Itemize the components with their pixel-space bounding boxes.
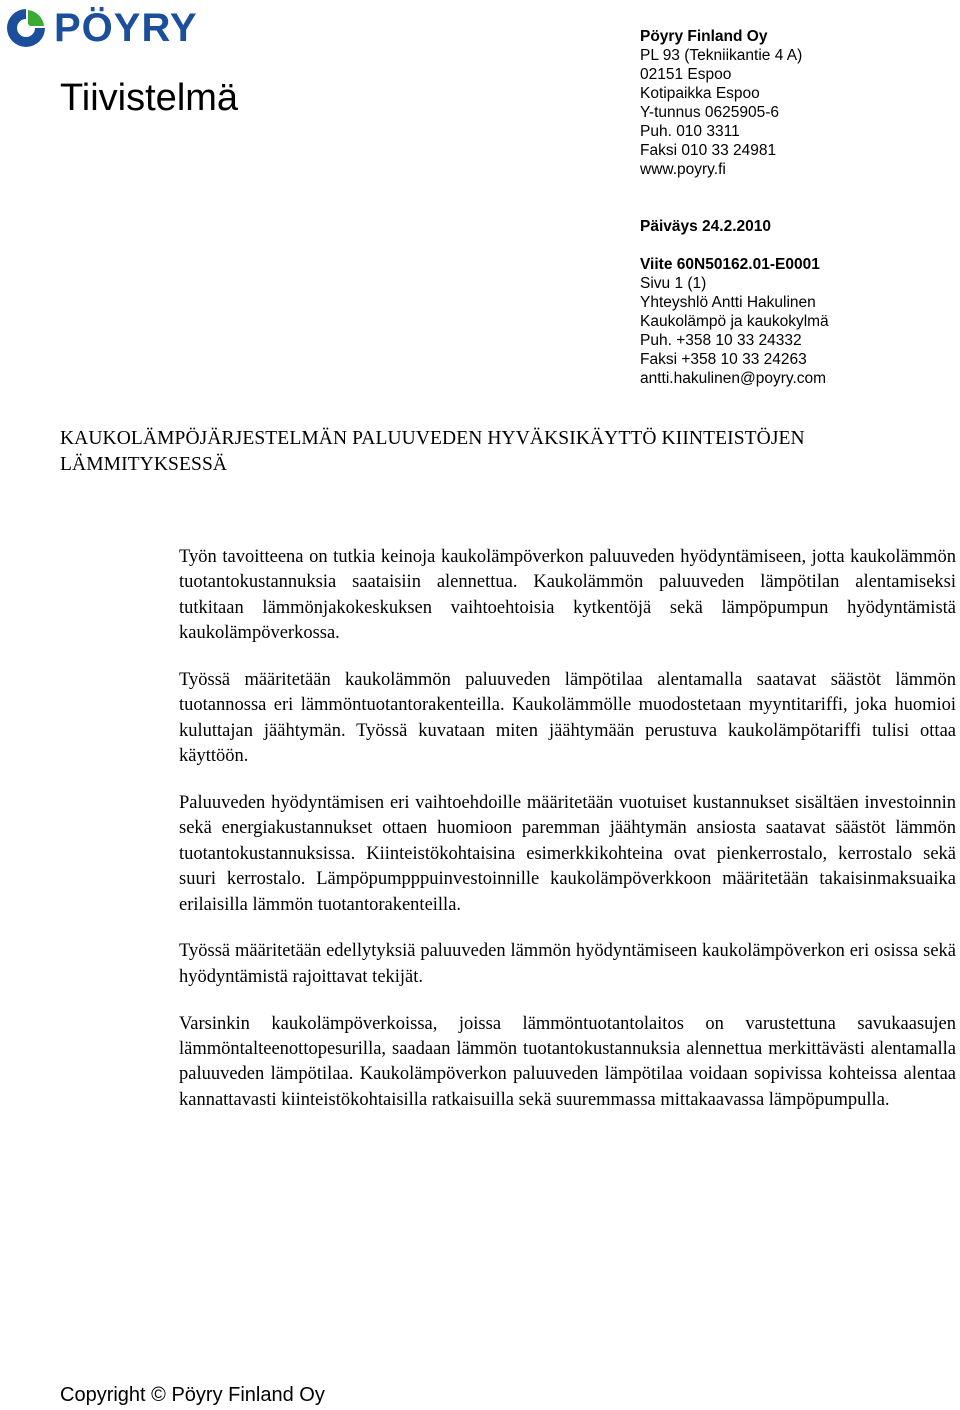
company-info-block (640, 27, 950, 388)
document-reference: Viite 60N50162.01-E0001 (640, 256, 820, 273)
contact-email[interactable]: antti.hakulinen@poyry.com (640, 370, 827, 387)
company-phone: Puh. 010 3311 (640, 123, 740, 140)
company-website[interactable]: www.poyry.fi (640, 161, 726, 178)
paragraph-5: Varsinkin kaukolämpöverkoissa, joissa lämmöntuotantolaitos on varustettuna savukaasujen lämmöntalteenottopesurilla, saadaan lämmön tuotantokustannuksia alennettua merkittävästi alentamalla paluuveden lämpötilaa. Kaukolämpöverkon paluuveden lämpötilaa voidaan sopivissa kohteissa alentaa kannattavasti kiinteistökohtaisilla ratkaisuilla sekä suuremmassa mittakaavassa lämpöpumpulla. (179, 1013, 956, 1110)
poyry-logo-icon (4, 6, 48, 50)
contact-fax: Faksi +358 10 33 24263 (640, 351, 807, 368)
company-business-id: Y-tunnus 0625905-6 (640, 104, 780, 121)
paragraph-3: Paluuveden hyödyntämisen eri vaihtoehdoille määritetään vuotuiset kustannukset sisältäen investoinnin sekä energiakustannukset ottaen huomioon paremman jäähtymän ansiosta saatavat säästöt lämmön tuotantokustannuksissa. Kiinteistökohtaisina esimerkkikohteina ovat pienkerrostalo, kerrostalo sekä suuri kerrostalo. Lämpöpumpppuinvestoinnille kaukolämpöverkkoon määritetään takaisinmaksuaika erilaisilla lämmön tuotantorakenteilla. (179, 793, 956, 915)
company-fax: Faksi 010 33 24981 (640, 142, 777, 159)
company-domicile: Kotipaikka Espoo (640, 85, 760, 102)
body-text (179, 545, 956, 1135)
copyright-footer: Copyright © Pöyry Finland Oy (60, 1384, 325, 1406)
paragraph-2: Työssä määritetään kaukolämmön paluuveden lämpötilaa alentamalla saatavat säästöt lämmön tuotannossa eri lämmöntuotantorakenteilla. Kaukolämmölle muodostetaan myyntitariffi, joka huomioi kuluttajan jäähtymän. Työssä kuvataan miten jäähtymään perustuva kaukolämpötariffi tulisi ottaa käyttöön. (179, 670, 956, 767)
company-logo (4, 4, 244, 52)
company-address: PL 93 (Tekniikantie 4 A) (640, 47, 803, 64)
paragraph-4: Työssä määritetään edellytyksiä paluuveden lämmön hyödyntämiseen kaukolämpöverkon eri osissa sekä hyödyntämistä rajoittavat tekijät. (179, 941, 956, 987)
logo-wordmark: PÖYRY (54, 6, 198, 50)
contact-phone: Puh. +358 10 33 24332 (640, 332, 802, 349)
document-title: KAUKOLÄMPÖJÄRJESTELMÄN PALUUVEDEN HYVÄKSIKÄYTTÖ KIINTEISTÖJEN LÄMMITYKSESSÄ (60, 428, 805, 475)
contact-department: Kaukolämpö ja kaukokylmä (640, 313, 829, 330)
document-type-heading: Tiivistelmä (60, 77, 239, 119)
company-postal: 02151 Espoo (640, 66, 732, 83)
document-date: Päiväys 24.2.2010 (640, 218, 772, 235)
page-number: Sivu 1 (1) (640, 275, 707, 292)
contact-person: Yhteyshlö Antti Hakulinen (640, 294, 816, 311)
paragraph-1: Työn tavoitteena on tutkia keinoja kaukolämpöverkon paluuveden hyödyntämiseen, jotta kaukolämmön tuotantokustannuksia saataisiin alennettua. Kaukolämmön paluuveden lämpötilan alentamiseksi tutkitaan lämmönjakokeskuksen vaihtoehtoisia kytkentöjä sekä lämpöpumpun hyödyntämistä kaukolämpöverkossa. (179, 547, 956, 644)
company-name: Pöyry Finland Oy (640, 28, 768, 45)
